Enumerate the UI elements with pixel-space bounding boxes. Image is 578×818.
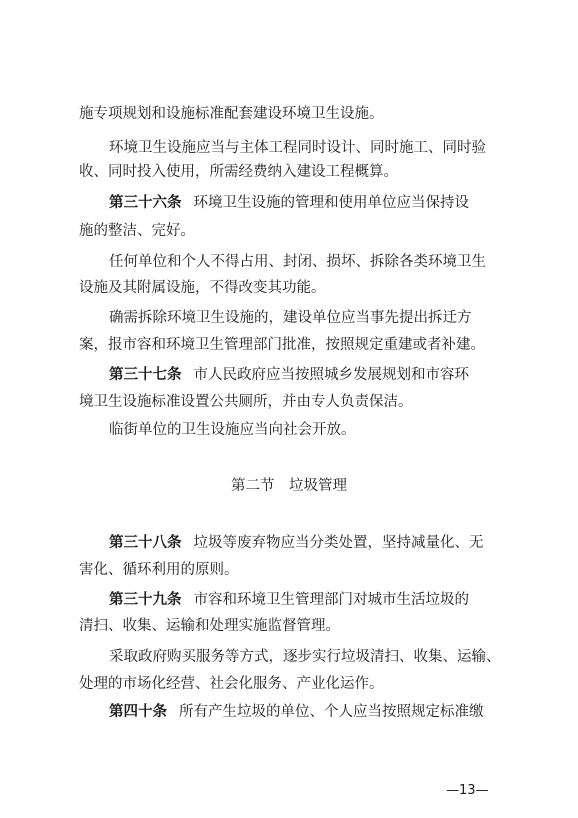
section-title: 第二节 垃圾管理 — [231, 478, 347, 494]
text-line-7 — [79, 278, 507, 298]
text-line-8 — [109, 308, 507, 328]
article-number: 第三十七条 — [109, 366, 182, 383]
article-number: 第三十六条 — [109, 194, 182, 211]
line-text: 所有产生垃圾的单位、个人应当按照规定标准缴 — [179, 704, 484, 720]
line-text: 环境卫生设施应当与主体工程同时设计、同时施工、同时验 — [109, 140, 486, 156]
line-text: 案，报市容和环境卫生管理部门批准，按照规定重建或者补建。 — [79, 337, 485, 353]
line-text: 确需拆除环境卫生设施的，建设单位应当事先提出拆迁方 — [109, 310, 472, 326]
line-text: 市容和环境卫生管理部门对城市生活垃圾的 — [193, 592, 469, 608]
line-text: 害化、循环利用的原则。 — [79, 562, 239, 578]
article-39-line — [109, 590, 507, 610]
line-text: 处理的市场化经营、社会化服务、产业化运作。 — [79, 676, 384, 692]
text-line-3 — [79, 162, 507, 182]
text-line-9 — [79, 335, 507, 355]
line-text: 收、同时投入使用，所需经费纳入建设工程概算。 — [79, 164, 398, 180]
line-text: 市人民政府应当按照城乡发展规划和市容环 — [193, 367, 469, 383]
article-37-line — [109, 365, 507, 385]
text-line-15 — [79, 560, 507, 580]
text-line-12 — [109, 420, 507, 440]
line-text: 垃圾等废弃物应当分类处置，坚持减量化、无 — [193, 535, 484, 551]
text-line-5 — [79, 221, 507, 241]
text-line-18 — [109, 647, 507, 667]
text-line-17 — [79, 616, 507, 636]
article-36-line — [109, 193, 507, 213]
text-line-19 — [79, 674, 507, 694]
article-number: 第三十九条 — [109, 591, 182, 608]
text-line-1 — [79, 104, 507, 124]
article-number: 第四十条 — [109, 703, 167, 720]
line-text: 施专项规划和设施标准配套建设环境卫生设施。 — [79, 106, 384, 122]
line-text: 施的整洁、完好。 — [79, 223, 195, 239]
article-40-line — [109, 702, 507, 722]
text-line-2 — [109, 138, 507, 158]
article-number: 第三十八条 — [109, 534, 182, 551]
line-text: 设施及其附属设施，不得改变其功能。 — [79, 280, 326, 296]
line-text: 环境卫生设施的管理和使用单位应当保持设 — [193, 195, 469, 211]
text-line-11 — [79, 392, 507, 412]
text-line-6 — [109, 252, 507, 272]
line-text: 临街单位的卫生设施应当向社会开放。 — [109, 422, 356, 438]
line-text: 境卫生设施标准设置公共厕所，并由专人负责保洁。 — [79, 394, 413, 410]
line-text: 任何单位和个人不得占用、封闭、损坏、拆除各类环境卫生 — [109, 254, 486, 270]
page-number: —13— — [446, 783, 489, 798]
article-38-line — [109, 533, 507, 553]
line-text: 采取政府购买服务等方式，逐步实行垃圾清扫、收集、运输、 — [109, 649, 501, 665]
line-text: 清扫、收集、运输和处理实施监督管理。 — [79, 618, 340, 634]
